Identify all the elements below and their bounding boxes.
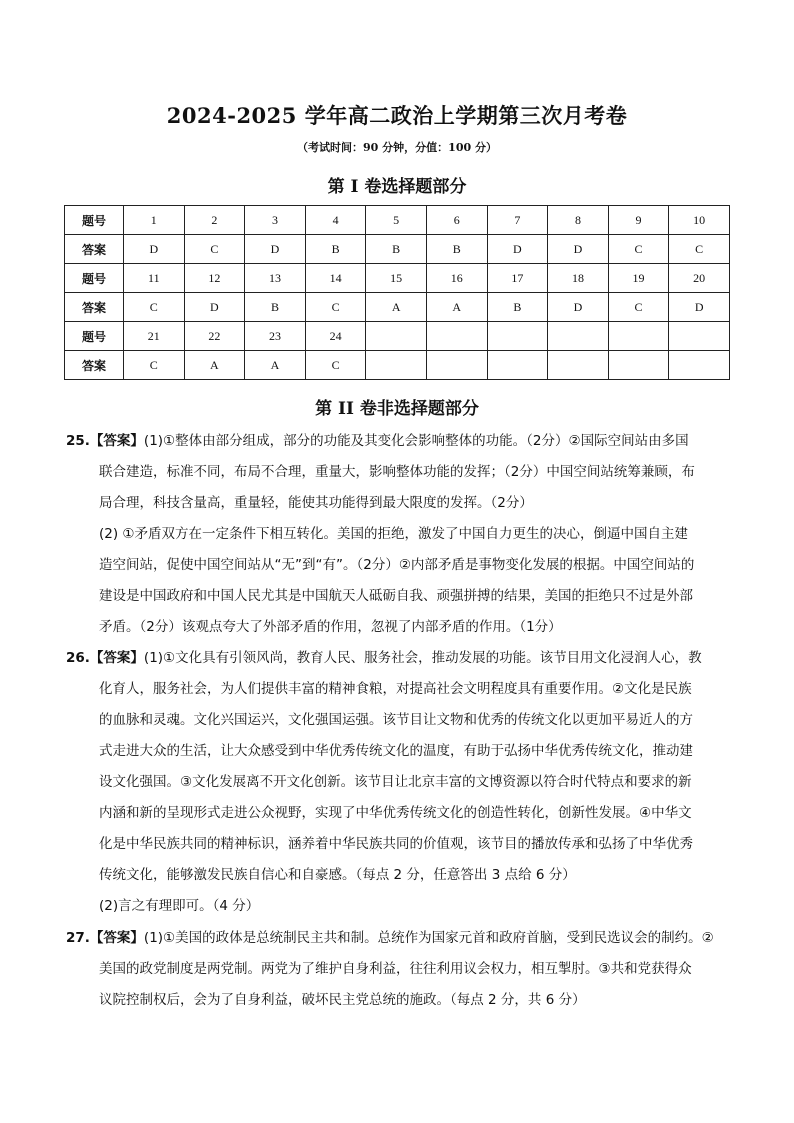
q26-line: (2)言之有理即可。（4 分） (99, 898, 260, 914)
question-number-cell: 6 (426, 206, 487, 235)
question-number-cell: 19 (608, 264, 669, 293)
section-2-title: 第 II 卷非选择题部分 (315, 399, 479, 419)
question-number-cell: 24 (305, 322, 366, 351)
q26-line: 的血脉和灵魂。文化兴国运兴，文化强国运强。该节目让文物和优秀的传统文化以更加平易近人的方 (99, 712, 693, 728)
answer-cell: D (124, 235, 185, 264)
question-number-cell: 18 (548, 264, 609, 293)
answer-cell: C (124, 351, 185, 380)
question-number-cell: 4 (305, 206, 366, 235)
q26-line: 设文化强国。③文化发展离不开文化创新。该节目让北京丰富的文博资源以符合时代特点和要求的新 (99, 774, 692, 790)
exam-title: 2024-2025 学年高二政治上学期第三次月考卷 (166, 103, 628, 128)
question-number-cell: 1 (124, 206, 185, 235)
q25-line: 造空间站，促使中国空间站从“无”到“有”。（2分）②内部矛盾是事物变化发展的根据。中国空间站的 (99, 557, 695, 573)
question-number-cell: 11 (124, 264, 185, 293)
question-number-cell: 17 (487, 264, 548, 293)
q26-line: 式走进大众的生活，让大众感受到中华优秀传统文化的温度，有助于弘扬中华优秀传统文化，推动建 (99, 743, 693, 759)
answer-cell: D (245, 235, 306, 264)
question-number-cell (548, 322, 609, 351)
answer-table (64, 205, 730, 380)
answer-cell (426, 351, 487, 380)
answer-cell: B (305, 235, 366, 264)
answer-cell: C (608, 235, 669, 264)
section-1-title: 第 I 卷选择题部分 (327, 177, 467, 197)
answer-cell: C (608, 293, 669, 322)
row-header-answer: 答案 (65, 351, 124, 380)
question-number-cell (669, 322, 730, 351)
question-26-answer (66, 643, 736, 922)
q25-line: 建设是中国政府和中国人民尤其是中国航天人砥砺自我、顽强拼搏的结果，美国的拒绝只不过是外部 (99, 588, 693, 604)
q27-line: 议院控制权后，会为了自身利益，破坏民主党总统的施政。（每点 2 分，共 6 分） (99, 992, 586, 1008)
question-number-cell: 5 (366, 206, 427, 235)
answer-cell: B (487, 293, 548, 322)
answer-cell: D (548, 293, 609, 322)
answer-cell: B (426, 235, 487, 264)
question-number-cell (366, 322, 427, 351)
answer-cell (548, 351, 609, 380)
q26-line: 内涵和新的呈现形式走进公众视野，实现了中华优秀传统文化的创造性转化，创新性发展。④中华文 (99, 805, 692, 821)
answer-cell (366, 351, 427, 380)
question-27-label: 27.【答案】 (66, 930, 144, 946)
question-number-cell: 3 (245, 206, 306, 235)
question-number-cell: 13 (245, 264, 306, 293)
question-number-cell: 15 (366, 264, 427, 293)
question-number-row (65, 264, 730, 293)
q25-line: (2) ①矛盾双方在一定条件下相互转化。美国的拒绝，激发了中国自力更生的决心，倒逼中国自主建 (99, 526, 689, 542)
q27-line: 美国的政党制度是两党制。两党为了维护自身利益，往往利用议会权力，相互掣肘。③共和党获得众 (99, 961, 692, 977)
row-header-question: 题号 (65, 206, 124, 235)
q27-line: (1)①美国的政体是总统制民主共和制。总统作为国家元首和政府首脑，受到民选议会的制约。② (143, 930, 714, 946)
answer-cell: C (669, 235, 730, 264)
question-number-cell (487, 322, 548, 351)
answer-row (65, 235, 730, 264)
question-number-row (65, 322, 730, 351)
question-27-answer (66, 923, 736, 1016)
question-number-cell: 2 (184, 206, 245, 235)
q25-line: 矛盾。（2分）该观点夸大了外部矛盾的作用，忽视了内部矛盾的作用。（1分） (99, 619, 562, 635)
question-number-cell: 8 (548, 206, 609, 235)
question-number-cell: 12 (184, 264, 245, 293)
answer-cell: D (184, 293, 245, 322)
question-number-cell: 14 (305, 264, 366, 293)
answer-cell: D (669, 293, 730, 322)
answer-cell: A (245, 351, 306, 380)
row-header-answer: 答案 (65, 293, 124, 322)
answer-cell: C (184, 235, 245, 264)
question-26-label: 26.【答案】 (66, 650, 144, 666)
answer-cell: C (305, 351, 366, 380)
answer-cell: C (305, 293, 366, 322)
q26-line: 传统文化，能够激发民族自信心和自豪感。（每点 2 分，任意答出 3 点给 6 分） (99, 867, 576, 883)
answer-cell (608, 351, 669, 380)
q26-line: 化是中华民族共同的精神标识，涵养着中华民族共同的价值观，该节目的播放传承和弘扬了中华优秀 (99, 836, 693, 852)
answer-row (65, 293, 730, 322)
question-25-answer (66, 426, 736, 643)
question-number-row (65, 206, 730, 235)
question-number-cell (608, 322, 669, 351)
exam-subtitle: （考试时间：90 分钟，分值：100 分） (297, 141, 497, 154)
question-number-cell: 21 (124, 322, 185, 351)
q25-line: 局合理，科技含量高，重量轻，能使其功能得到最大限度的发挥。（2分） (99, 495, 533, 511)
question-number-cell: 16 (426, 264, 487, 293)
row-header-answer: 答案 (65, 235, 124, 264)
row-header-question: 题号 (65, 264, 124, 293)
answer-cell: D (487, 235, 548, 264)
q26-line: 化育人，服务社会，为人们提供丰富的精神食粮，对提高社会文明程度具有重要作用。②文化是民族 (99, 681, 692, 697)
question-number-cell: 10 (669, 206, 730, 235)
answer-cell (669, 351, 730, 380)
row-header-question: 题号 (65, 322, 124, 351)
q25-line: (1)①整体由部分组成，部分的功能及其变化会影响整体的功能。（2分）②国际空间站由多国 (143, 433, 689, 449)
answer-cell: D (548, 235, 609, 264)
question-number-cell: 7 (487, 206, 548, 235)
answer-cell: A (366, 293, 427, 322)
q25-line: 联合建造，标准不同，布局不合理，重量大，影响整体功能的发挥；（2分）中国空间站统筹兼顾，布 (99, 464, 695, 480)
answer-row (65, 351, 730, 380)
answer-cell: B (245, 293, 306, 322)
question-number-cell: 9 (608, 206, 669, 235)
answer-cell: B (366, 235, 427, 264)
answer-cell (487, 351, 548, 380)
question-number-cell (426, 322, 487, 351)
q26-line: (1)①文化具有引领风尚，教育人民、服务社会，推动发展的功能。该节目用文化浸润人心，教 (143, 650, 702, 666)
answer-cell: A (184, 351, 245, 380)
question-number-cell: 23 (245, 322, 306, 351)
answer-cell: C (124, 293, 185, 322)
question-number-cell: 22 (184, 322, 245, 351)
question-25-label: 25.【答案】 (66, 433, 144, 449)
answer-cell: A (426, 293, 487, 322)
question-number-cell: 20 (669, 264, 730, 293)
